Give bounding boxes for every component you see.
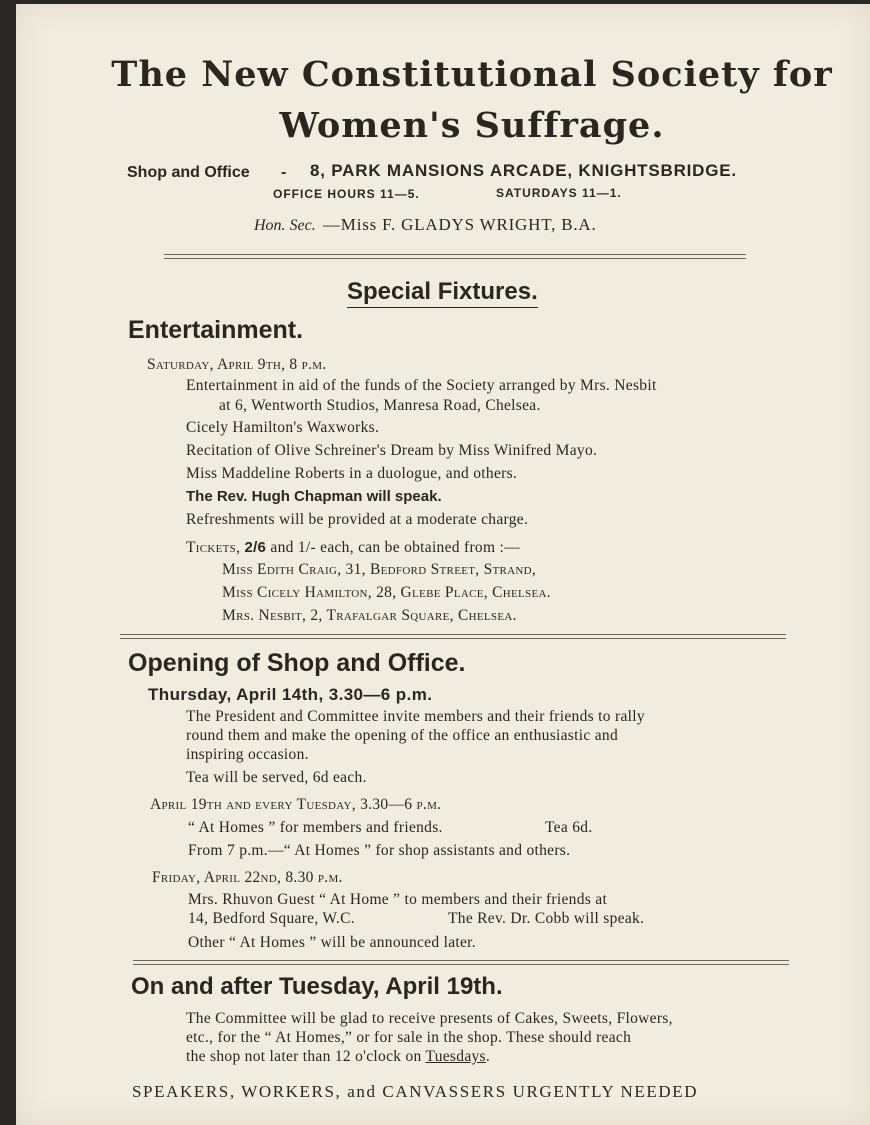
footer-appeal: SPEAKERS, WORKERS, and CANVASSERS URGENTLY NEEDED: [132, 1082, 699, 1101]
after-paragraph-line: etc., for the “ At Homes,” or for sale in the shop. These should reach: [186, 1029, 632, 1046]
opening-heading: Opening of Shop and Office.: [128, 649, 466, 677]
entertainment-date: Saturday, April 9th, 8 p.m.: [147, 356, 327, 373]
other-at-homes: Other “ At Homes ” will be announced later.: [188, 934, 476, 951]
office-address: 8, PARK MANSIONS ARCADE, KNIGHTSBRIDGE.: [310, 161, 737, 180]
document-title-line2: Women's Suffrage.: [279, 105, 665, 146]
entertainment-line: Miss Maddeline Roberts in a duologue, and others.: [186, 465, 518, 482]
after-paragraph-line: The Committee will be glad to receive presents of Cakes, Sweets, Flowers,: [186, 1010, 673, 1027]
document-title-line1: The New Constitutional Society for: [111, 54, 833, 95]
guest-line: 14, Bedford Square, W.C.: [188, 910, 355, 927]
office-hours: OFFICE HOURS 11—5.: [273, 187, 420, 201]
special-fixtures-heading: Special Fixtures.: [347, 278, 538, 308]
guest-date: Friday, April 22nd, 8.30 p.m.: [152, 869, 343, 886]
entertainment-line: Cicely Hamilton's Waxworks.: [186, 419, 380, 436]
at-homes-members: “ At Homes ” for members and friends.: [188, 819, 443, 836]
guest-speaker: The Rev. Dr. Cobb will speak.: [448, 910, 645, 927]
entertainment-line: at 6, Wentworth Studios, Manresa Road, Chelsea.: [219, 397, 541, 414]
hon-sec-label: Hon. Sec.: [254, 217, 316, 234]
opening-paragraph-line: round them and make the opening of the office an enthusiastic and: [186, 727, 618, 744]
section-divider: [120, 634, 786, 639]
after-line3-post: .: [485, 1048, 491, 1065]
entertainment-line: Refreshments will be provided at a moderate charge.: [186, 511, 529, 528]
shop-label: Shop and Office: [127, 164, 250, 181]
saturday-hours: SATURDAYS 11—1.: [496, 186, 622, 200]
opening-paragraph-line: inspiring occasion.: [186, 746, 309, 763]
tea-note: Tea will be served, 6d each.: [186, 769, 367, 786]
tickets-label: Tickets,: [186, 539, 241, 556]
at-homes-tea-price: Tea 6d.: [545, 819, 593, 836]
after-line3-pre: the shop not later than 12 o'clock on: [186, 1048, 422, 1065]
tickets-line: [186, 539, 520, 557]
at-homes-date: April 19th and every Tuesday, 3.30—6 p.m.: [150, 796, 442, 813]
ticket-source: Miss Cicely Hamilton, 28, Glebe Place, Chelsea.: [222, 584, 551, 601]
speaker-announcement: The Rev. Hugh Chapman will speak.: [186, 488, 442, 505]
document-page: [16, 4, 870, 1125]
guest-line: Mrs. Rhuvon Guest “ At Home ” to members and their friends at: [188, 891, 608, 908]
header-divider: [164, 254, 746, 259]
tickets-price: 2/6: [244, 539, 267, 556]
opening-date: Thursday, April 14th, 3.30—6 p.m.: [148, 685, 433, 704]
entertainment-line: Recitation of Olive Schreiner's Dream by Miss Winifred Mayo.: [186, 442, 598, 459]
after-paragraph-line: [186, 1048, 490, 1066]
entertainment-heading: Entertainment.: [128, 316, 304, 344]
entertainment-line: Entertainment in aid of the funds of the Society arranged by Mrs. Nesbit: [186, 377, 657, 394]
at-homes-shop-assistants: From 7 p.m.—“ At Homes ” for shop assistants and others.: [188, 842, 571, 859]
hon-sec-name: —Miss F. GLADYS WRIGHT, B.A.: [323, 215, 597, 234]
tuesdays-underlined: Tuesdays: [425, 1048, 486, 1065]
shop-dash: -: [281, 164, 287, 181]
section-divider: [133, 960, 789, 965]
ticket-source: Mrs. Nesbit, 2, Trafalgar Square, Chelsea.: [222, 607, 517, 624]
tickets-rest: and 1/- each, can be obtained from :—: [270, 539, 520, 556]
after-heading: On and after Tuesday, April 19th.: [131, 973, 503, 1000]
ticket-source: Miss Edith Craig, 31, Bedford Street, Strand,: [222, 561, 537, 578]
opening-paragraph-line: The President and Committee invite members and their friends to rally: [186, 708, 645, 725]
